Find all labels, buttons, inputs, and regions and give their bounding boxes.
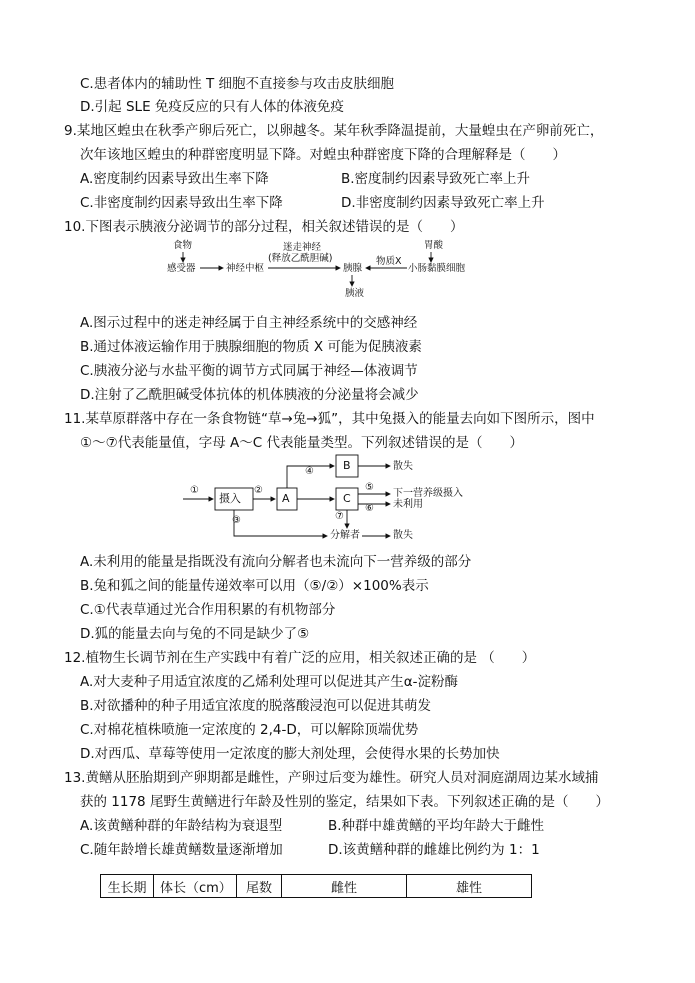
q8-option-d: D.引起 SLE 免疫反应的只有人体的体液免疫 <box>80 99 344 115</box>
q10-vagus-note: (释放乙酰胆碱) <box>268 253 333 264</box>
q9-stem-line2: 次年该地区蝗虫的种群密度明显下降。对蝗虫种群密度下降的合理解释是（ ） <box>80 147 566 163</box>
q9-option-c: C.非密度制约因素导致出生率下降 <box>80 195 283 211</box>
q11-C-box <box>336 488 358 510</box>
q11-n2: ② <box>254 485 263 496</box>
q10-acid-label: 胃酸 <box>424 240 444 251</box>
q10-option-c: C.胰液分泌与水盐平衡的调节方式同属于神经—体液调节 <box>80 363 418 379</box>
q10-option-b: B.通过体液运输作用于胰腺细胞的物质 X 可能为促胰液素 <box>80 339 422 355</box>
q11-stem-line1: 11.某草原群落中存在一条食物链“草→兔→狐”，其中兔摄入的能量去向如下图所示，图中 <box>64 411 595 427</box>
q12-option-d: D.对西瓜、草莓等使用一定浓度的膨大剂处理，会使得水果的长势加快 <box>80 746 500 762</box>
q11-C-label: C <box>343 492 351 505</box>
q12-option-a: A.对大麦种子用适宜浓度的乙烯利处理可以促进其产生α-淀粉酶 <box>80 674 459 690</box>
q11-next-label: 下一营养级摄入 <box>393 488 463 499</box>
q10-option-a: A.图示过程中的迷走神经属于自主神经系统中的交感神经 <box>80 315 418 331</box>
table-header-cell: 体长（cm） <box>154 875 237 898</box>
q11-n6: ⑥ <box>365 503 374 514</box>
q13-option-a: A.该黄鳝种群的年龄结构为衰退型 <box>80 818 283 834</box>
q13-option-b: B.种群中雄黄鳝的平均年龄大于雌性 <box>328 818 545 834</box>
q9-stem-line1: 9.某地区蝗虫在秋季产卵后死亡，以卵越冬。某年秋季降温提前，大量蝗虫在产卵前死亡， <box>64 123 604 139</box>
q11-option-d: D.狐的能量去向与兔的不同是缺少了⑤ <box>80 626 310 642</box>
q9-option-d: D.非密度制约因素导致死亡率上升 <box>341 195 545 211</box>
q11-n3: ③ <box>232 515 241 526</box>
q11-n1: ① <box>190 485 199 496</box>
table-header-cell: 雄性 <box>407 875 532 898</box>
q11-A-box <box>277 488 297 510</box>
q10-pancreas-label: 胰腺 <box>343 263 363 274</box>
q10-food-label: 食物 <box>173 240 193 251</box>
q11-n7: ⑦ <box>335 511 344 522</box>
q11-option-a: A.未利用的能量是指既没有流向分解者也未流向下一营养级的部分 <box>80 554 472 570</box>
q10-option-d: D.注射了乙酰胆碱受体抗体的机体胰液的分泌量将会减少 <box>80 387 419 403</box>
q10-x-label: 物质X <box>376 256 402 267</box>
q11-arrow-3 <box>234 510 327 536</box>
q11-B-label: B <box>343 459 351 472</box>
table-header-cell: 生长期 <box>101 875 154 898</box>
q11-decomp-label: 分解者 <box>330 530 360 541</box>
q12-option-c: C.对棉花植株喷施一定浓度的 2,4-D，可以解除顶端优势 <box>80 722 419 738</box>
q13-stem-line2: 获的 1178 尾野生黄鳝进行年龄及性别的鉴定，结果如下表。下列叙述正确的是（ ） <box>80 794 609 810</box>
q11-arrow-4 <box>287 466 334 488</box>
q10-juice-label: 胰液 <box>345 288 365 299</box>
q13-option-c: C.随年龄增长雄黄鳝数量逐渐增加 <box>80 842 283 858</box>
q11-n4: ④ <box>305 466 314 477</box>
q13-stem-line1: 13.黄鳝从胚胎期到产卵期都是雌性，产卵过后变为雄性。研究人员对洞庭湖周边某水域捕 <box>64 770 599 786</box>
q10-receptor-label: 感受器 <box>167 263 196 274</box>
q13-option-d: D.该黄鳝种群的雌雄比例约为 1：1 <box>328 842 540 858</box>
q10-center-label: 神经中枢 <box>226 263 265 274</box>
q11-unused-label: 未利用 <box>393 499 423 510</box>
q11-B-box <box>336 455 358 477</box>
q10-cell-label: 小肠黏膜细胞 <box>408 263 466 274</box>
q11-option-b: B.兔和狐之间的能量传递效率可以用（⑤/②）×100%表示 <box>80 578 429 594</box>
q9-option-a: A.密度制约因素导致出生率下降 <box>80 171 269 187</box>
q11-loss1-label: 散失 <box>393 461 413 472</box>
table-header-cell: 尾数 <box>237 875 282 898</box>
q11-intake-box <box>215 488 253 510</box>
q10-vagus-label: 迷走神经 <box>283 242 322 253</box>
q11-A-label: A <box>282 492 290 505</box>
q11-stem-line2: ①～⑦代表能量值，字母 A～C 代表能量类型。下列叙述错误的是（ ） <box>80 435 523 451</box>
table-header-cell: 雌性 <box>282 875 407 898</box>
q12-option-b: B.对欲播种的种子用适宜浓度的脱落酸浸泡可以促进其萌发 <box>80 698 432 714</box>
q8-option-c: C.患者体内的辅助性 T 细胞不直接参与攻击皮肤细胞 <box>80 76 395 92</box>
q11-intake-label: 摄入 <box>219 492 241 505</box>
q11-loss2-label: 散失 <box>393 530 413 541</box>
q10-stem: 10.下图表示胰液分泌调节的部分过程，相关叙述错误的是（ ） <box>64 219 464 235</box>
q11-n5: ⑤ <box>365 482 374 493</box>
q11-option-c: C.①代表草通过光合作用积累的有机物部分 <box>80 602 336 618</box>
q9-option-b: B.密度制约因素导致死亡率上升 <box>341 171 531 187</box>
q12-stem: 12.植物生长调节剂在生产实践中有着广泛的应用，相关叙述正确的是 （ ） <box>64 650 536 666</box>
